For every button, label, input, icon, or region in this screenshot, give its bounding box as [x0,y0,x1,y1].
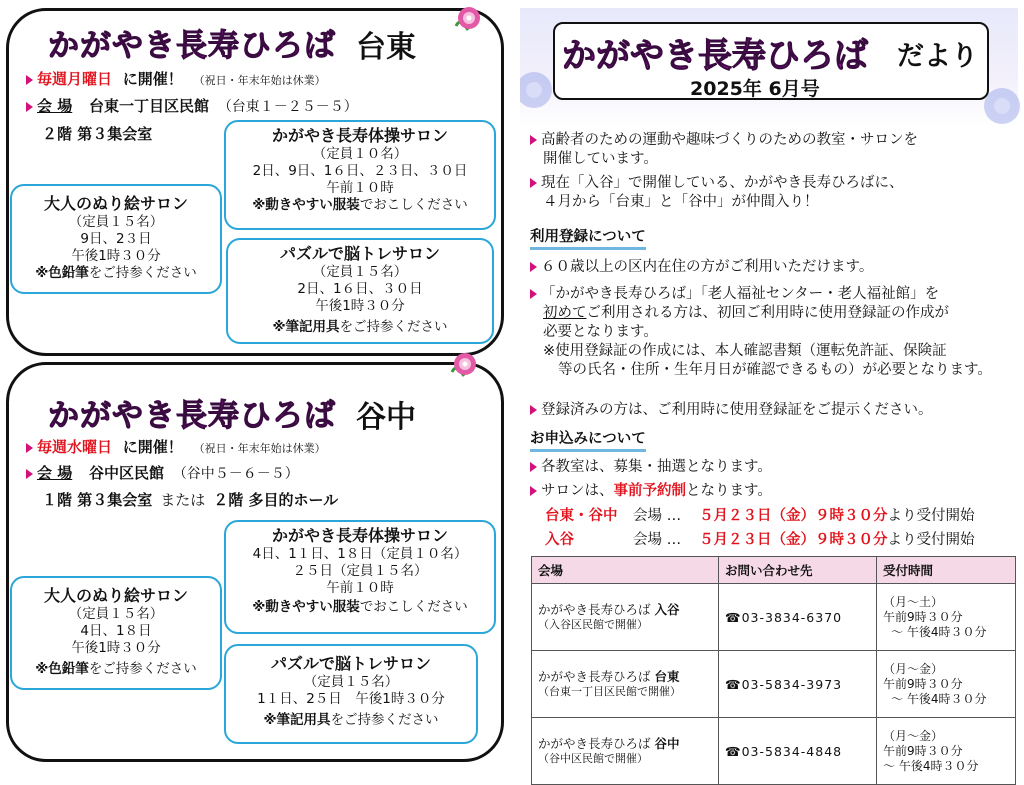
application-p2: サロンは、事前予約制となります。 [530,482,772,501]
reception-row-2: 入谷 会場 … ５月２３日（金）９時３０分より受付開始 [545,532,975,548]
table-row: かがやき長寿ひろば 入谷 （入谷区民館で開催） ☎03-3834-6370 （月～土） 午前9時３０分 ～ 午後4時３０分 [532,584,1016,651]
yanaka-salon-coloring: 大人のぬり絵サロン （定員１５名） 4日、1８日 午後1時３０分 ※色鉛筆をご持参ください [10,576,222,690]
application-p1: 各教室は、募集・抽選となります。 [530,458,772,477]
taito-title: かがやき長寿ひろば [48,28,336,64]
table-header-row [532,557,1016,584]
yanaka-area: 谷中 [356,400,416,435]
registration-p1: ６０歳以上の区内在住の方がご利用いただけます。 [530,258,873,277]
morning-glory-icon [448,350,478,380]
table-row: かがやき長寿ひろば 台東 （台東一丁目区民館で開催） ☎03-5834-3973 （月～金） 午前9時３０分 ～ 午後4時３０分 [532,651,1016,718]
table-header: 会場 [532,557,719,584]
intro-2: 現在「入谷」で開催している、かがやき長寿ひろばに、 ４月から「台東」と「谷中」が仲間入り！ [530,174,904,212]
bullet-icon [530,135,537,145]
phone-number: ☎03-3834-6370 [719,584,877,651]
bullet-icon [530,486,537,496]
taito-venue: 会 場 台東一丁目区民館 （台東１－２５－５） [26,95,358,116]
yanaka-title: かがやき長寿ひろば [48,398,336,434]
bullet-icon [26,443,33,453]
bullet-icon [530,262,537,272]
taito-salon-exercise: かがやき長寿体操サロン （定員１０名） 2日、9日、1６日、２３日、３０日 午前１０時 ※動きやすい服装でおこしください [224,120,496,230]
taito-area: 台東 [356,30,416,65]
phone-number: ☎03-5834-3973 [719,651,877,718]
yanaka-room: １階 第３集会室 または ２階 多目的ホール [42,491,339,509]
bullet-icon [26,469,33,479]
newsletter-title-suffix: だより [897,41,978,72]
table-header: お問い合わせ先 [719,557,877,584]
taito-schedule: 毎週月曜日 に開催！ （祝日・年末年始は休業） [26,68,326,89]
taito-salon-coloring: 大人のぬり絵サロン （定員１５名） 9日、2３日 午後1時３０分 ※色鉛筆をご持参ください [10,184,222,294]
taito-room: ２階 第３集会室 [42,125,153,143]
table-row: かがやき長寿ひろば 谷中 （谷中区民館で開催） ☎03-5834-4848 （月～金） 午前9時３０分 ～ 午後4時３０分 [532,718,1016,785]
yanaka-schedule: 毎週水曜日 に開催！ （祝日・年末年始は休業） [26,436,326,457]
registration-p2: 「かがやき長寿ひろば」「老人福祉センター・老人福祉館」を 初めてご利用される方は、初回ご利用時に使用登録証の作成が 必要となります。 ※使用登録証の作成には、本人確認書類（運転免許証、保険証 等の氏名・住所・生年月日が確認できるもの）が必要となります。 [530,285,992,380]
table-header: 受付時間 [877,557,1016,584]
registration-heading: 利用登録について [530,225,646,250]
reception-row-1: 台東・谷中 会場 … ５月２３日（金）９時３０分より受付開始 [545,508,975,524]
bullet-icon [530,289,537,299]
bullet-icon [530,462,537,472]
bullet-icon [530,178,537,188]
newsletter-issue: 2025年 6月号 [690,78,820,100]
registration-p3: 登録済みの方は、ご利用時に使用登録証をご提示ください。 [530,401,933,420]
bullet-icon [26,102,33,112]
morning-glory-icon [452,4,482,34]
newsletter-title: かがやき長寿ひろば [562,36,868,76]
taito-salon-puzzle: パズルで脳トレサロン （定員１５名） 2日、1６日、３０日 午後1時３０分 ※筆記用具をご持参ください [226,238,494,344]
yanaka-venue: 会 場 谷中区民館 （谷中５－６－５） [26,462,299,483]
application-heading: お申込みについて [530,427,646,452]
intro-1: 高齢者のための運動や趣味づくりのための教室・サロンを 開催しています。 [530,131,918,169]
bullet-icon [530,405,537,415]
phone-number: ☎03-5834-4848 [719,718,877,785]
bullet-icon [26,75,33,85]
yanaka-salon-puzzle: パズルで脳トレサロン （定員１５名） 1１日、2５日 午後1時３０分 ※筆記用具をご持参ください [224,644,478,744]
yanaka-salon-exercise: かがやき長寿体操サロン 4日、1１日、1８日（定員１０名） ２５日（定員１５名） 午前１０時 ※動きやすい服装でおこしください [224,520,496,634]
contact-table [531,556,1016,785]
